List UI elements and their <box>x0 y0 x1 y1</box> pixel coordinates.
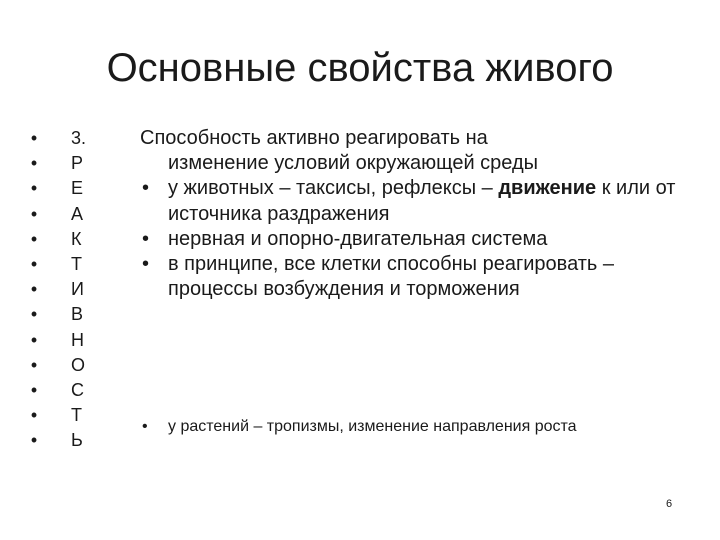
letter: Т <box>71 253 82 274</box>
bullet-icon: • <box>30 253 38 274</box>
plants-note <box>140 418 680 436</box>
letter: О <box>71 354 86 375</box>
emphasis-word: движение <box>498 177 597 200</box>
bullet-icon: • <box>30 128 38 148</box>
bullet-icon: • <box>30 228 38 249</box>
item-text: у растений – тропизмы, изменение направления роста <box>168 418 577 435</box>
item-text: у животных – таксисы, рефлексы – <box>168 177 493 200</box>
main-content <box>140 126 680 302</box>
bullet-icon: • <box>30 304 38 325</box>
bullet-icon: • <box>142 418 148 435</box>
letter: С <box>71 379 84 400</box>
item-text: нервная и опорно-двигательная система <box>168 227 548 250</box>
letter: Т <box>71 405 82 426</box>
item-text: к или от источника раздражения <box>168 177 676 225</box>
item-text: в принципе, все клетки способны реагировать – процессы возбуждения и торможения <box>168 253 615 301</box>
bullet-icon: • <box>30 203 38 224</box>
list-item <box>140 418 680 436</box>
letter: Ь <box>71 430 83 451</box>
letter: Р <box>71 153 84 174</box>
lead-line: изменение условий окружающей среды <box>168 152 539 175</box>
bullet-icon: • <box>30 354 38 375</box>
list-item <box>140 176 680 226</box>
bullet-icon: • <box>142 177 150 200</box>
list-item <box>140 252 680 302</box>
lead-line: Способность активно реагировать на <box>140 127 488 149</box>
bullet-icon: • <box>30 430 38 451</box>
bullet-icon: • <box>142 253 150 276</box>
letter: В <box>71 304 84 325</box>
bullet-icon: • <box>142 227 150 250</box>
list-item <box>140 227 680 252</box>
letter: Н <box>71 329 84 350</box>
bullet-icon: • <box>30 329 38 350</box>
letter: И <box>71 279 84 300</box>
bullet-icon: • <box>30 178 38 199</box>
letter: К <box>71 228 82 249</box>
letter: 3. <box>71 128 87 148</box>
lead-paragraph <box>140 126 680 176</box>
page-number: 6 <box>666 498 673 510</box>
sub-bullet-list <box>140 176 680 302</box>
bullet-icon: • <box>30 153 38 174</box>
slide-title: Основные свойства живого <box>106 46 614 90</box>
bullet-icon: • <box>30 279 38 300</box>
letter: А <box>71 203 84 224</box>
bullet-icon: • <box>30 405 38 426</box>
letter: Е <box>71 178 84 199</box>
bullet-icon: • <box>30 379 38 400</box>
